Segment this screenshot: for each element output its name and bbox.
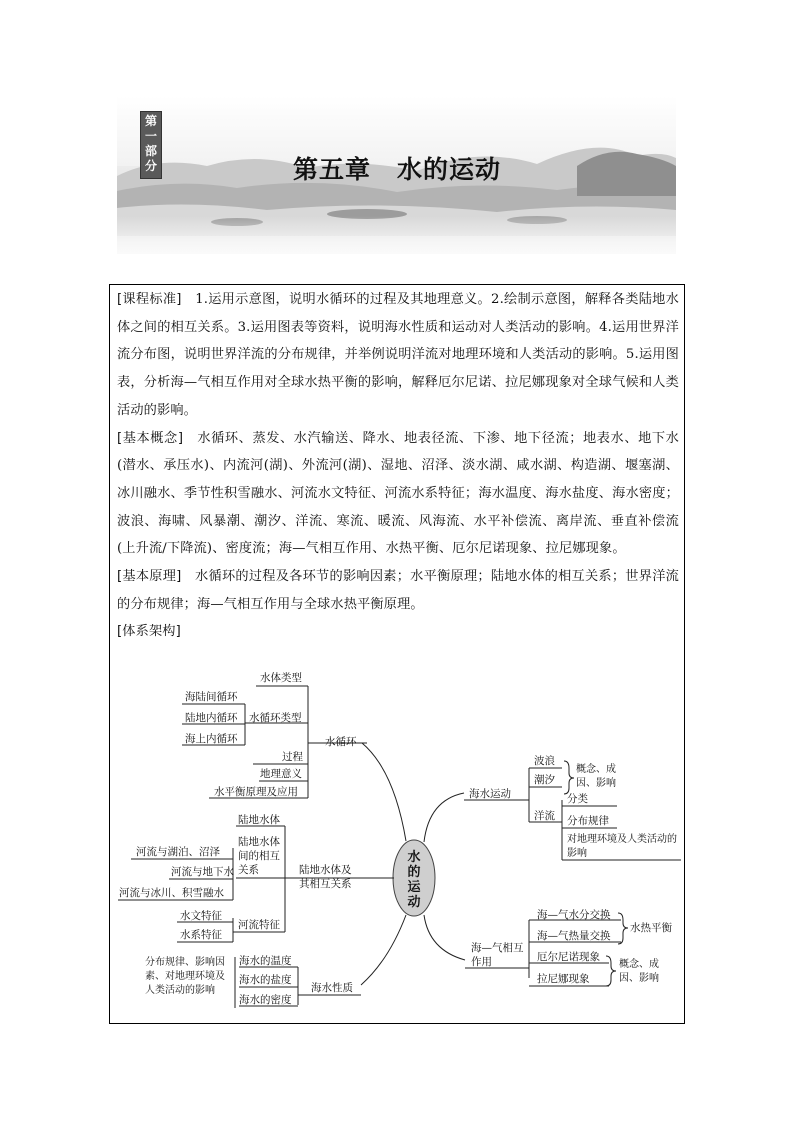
framework-label: [体系架构] (117, 624, 181, 640)
sea-motion-title: 海水运动 (469, 788, 511, 800)
land-water-item: 河流特征 (238, 919, 280, 931)
water-cycle-item: 过程 (282, 751, 303, 763)
sea-property-item: 海水的盐度 (239, 974, 292, 986)
water-cycle-item: 水平衡原理及应用 (214, 786, 298, 798)
river-feature: 水系特征 (180, 929, 222, 941)
sea-property-item: 海水的温度 (239, 955, 292, 967)
land-water-title: 陆地水体及其相互关系 (299, 864, 352, 890)
part-tag-char: 第 (144, 114, 157, 128)
banner-fade (117, 216, 676, 254)
cycle-type: 海陆间循环 (185, 691, 238, 703)
sea-air-exchange: 海—气水分交换 (537, 909, 611, 921)
current-item: 分布规律 (567, 815, 609, 827)
sea-air-exchange: 海—气热量交换 (537, 930, 611, 942)
climate-phenomenon: 拉尼娜现象 (537, 973, 590, 985)
river-relation: 河流与地下水 (171, 866, 234, 878)
river-feature: 水文特征 (180, 910, 222, 922)
sea-motion-item: 潮汐 (534, 774, 555, 786)
principles-paragraph (117, 563, 679, 618)
concepts-paragraph (117, 425, 679, 564)
phenomena-note: 概念、成因、影响 (619, 959, 659, 984)
center-label: 水的运动 (407, 850, 421, 910)
sea-motion-item: 洋流 (534, 810, 555, 822)
water-cycle-item: 水体类型 (260, 672, 302, 684)
current-item: 分类 (567, 793, 588, 805)
sea-properties-title: 海水性质 (311, 982, 353, 994)
part-tag-char: 部 (144, 144, 157, 158)
sea-air-title: 海—气相互作用 (471, 942, 524, 968)
concepts-text: 水循环、蒸发、水汽输送、降水、地表径流、下渗、地下径流；地表水、地下水(潜水、承压水)、内流河(湖)、外流河(湖)、湿地、沼泽、淡水湖、咸水湖、构造湖、堰塞湖、冰川融水、季节性积雪融水、河流水文特征、河流水系特征；海水温度、海水盐度、海水密度；波浪、海啸、风暴潮、潮汐、洋流、寒流、暖流、风海流、水平补偿流、离岸流、垂直补偿流(上升流/下降流)、密度流；海—气相互作用、水热平衡、厄尔尼诺现象、拉尼娜现象。 (117, 430, 679, 557)
chapter-title: 第五章 水的运动 (293, 155, 502, 184)
water-cycle-title: 水循环 (325, 736, 357, 748)
sea-properties-note: 分布规律、影响因素、对地理环境及人类活动的影响 (145, 957, 225, 996)
heat-balance-label: 水热平衡 (630, 922, 672, 934)
part-tag (140, 111, 162, 179)
sea-motion-item: 波浪 (534, 755, 555, 767)
sea-property-item: 海水的密度 (239, 994, 292, 1006)
curriculum-label: [课程标准] (117, 292, 182, 307)
climate-phenomenon: 厄尔尼诺现象 (537, 951, 600, 963)
water-cycle-item: 水循环类型 (249, 712, 302, 724)
land-water-item: 陆地水体间的相互关系 (238, 836, 280, 876)
principles-label: [基本原理] (117, 569, 182, 585)
concepts-label: [基本概念] (117, 430, 184, 446)
curriculum-paragraph (117, 286, 679, 425)
cycle-type: 海上内循环 (185, 733, 238, 745)
framework-paragraph (117, 618, 679, 646)
framework-diagram (109, 660, 685, 1024)
cycle-type: 陆地内循环 (185, 712, 238, 724)
part-tag-char: 分 (144, 159, 157, 173)
curriculum-text: 1.运用示意图，说明水循环的过程及其地理意义。2.绘制示意图，解释各类陆地水体之间的相互关系。3.运用图表等资料，说明海水性质和运动对人类活动的影响。4.运用世界洋流分布图，说明世界洋流的分布规律，并举例说明洋流对地理环境和人类活动的影响。5.运用图表，分析海—气相互作用对全球水热平衡的影响，解释厄尔尼诺、拉尼娜现象对全球气候和人类活动的影响。 (117, 292, 679, 418)
part-tag-char: 一 (144, 129, 157, 143)
river-relation: 河流与湖泊、沼泽 (136, 846, 220, 858)
water-cycle-item: 地理意义 (260, 768, 302, 780)
river-relation: 河流与冰川、积雪融水 (119, 887, 224, 899)
current-item: 对地理环境及人类活动的影响 (567, 834, 677, 859)
wave-tide-note: 概念、成因、影响 (576, 764, 616, 789)
text-block (117, 286, 679, 646)
principles-text: 水循环的过程及各环节的影响因素；水平衡原理；陆地水体的相互关系；世界洋流的分布规律；海—气相互作用与全球水热平衡原理。 (117, 569, 679, 612)
land-water-item: 陆地水体 (238, 814, 280, 826)
